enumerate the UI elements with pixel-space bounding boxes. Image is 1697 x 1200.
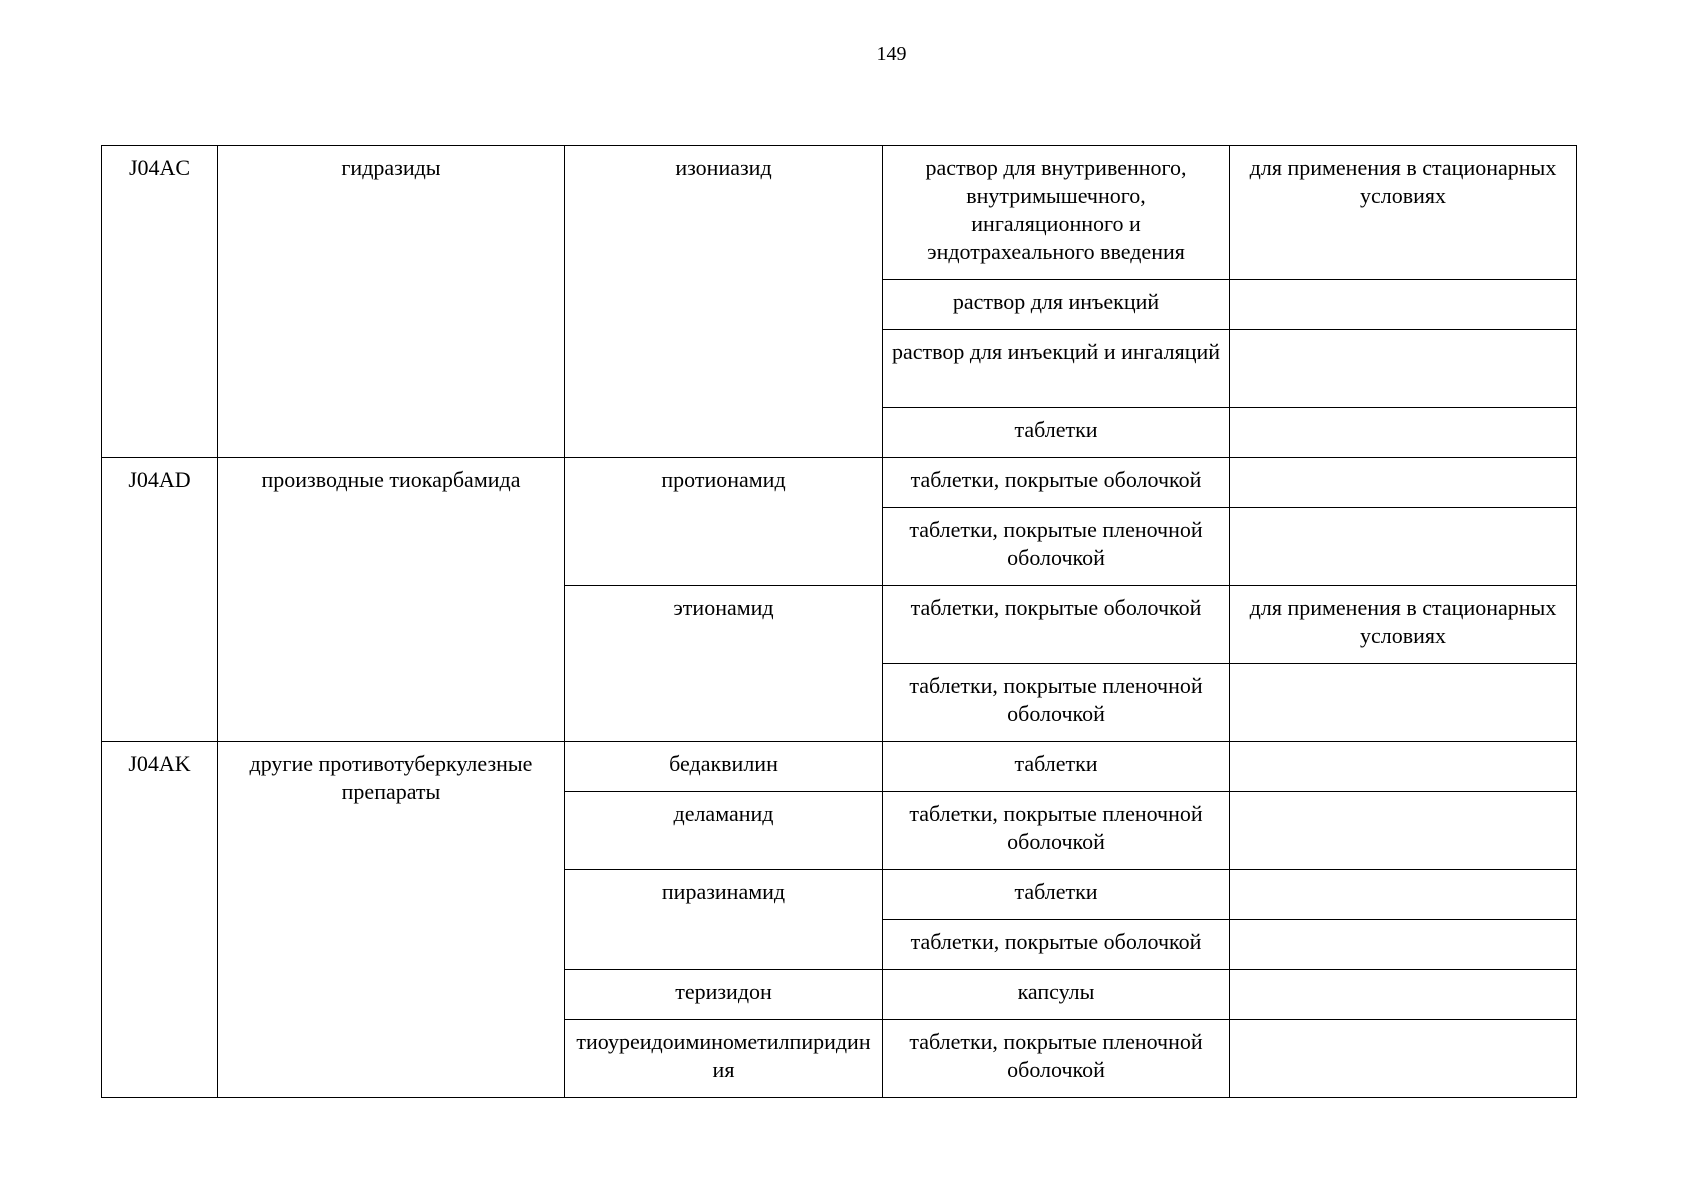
dosage-form-cell: таблетки, покрытые оболочкой — [883, 920, 1230, 970]
note-cell — [1230, 408, 1577, 458]
atc-code-cell: J04AK — [102, 742, 218, 1098]
dosage-form-cell: таблетки, покрытые оболочкой — [883, 458, 1230, 508]
drug-table — [101, 145, 1577, 1098]
drug-name-cell: этионамид — [565, 586, 883, 742]
dosage-form-cell: таблетки — [883, 742, 1230, 792]
drug-name-cell: бедаквилин — [565, 742, 883, 792]
drug-name-cell: деламанид — [565, 792, 883, 870]
dosage-form-cell: раствор для внутривенного, внутримышечного, ингаляционного и эндотрахеального введения — [883, 146, 1230, 280]
note-cell: для применения в стационарных условиях — [1230, 146, 1577, 280]
atc-code-cell: J04AC — [102, 146, 218, 458]
dosage-form-cell: таблетки, покрытые оболочкой — [883, 586, 1230, 664]
note-cell — [1230, 664, 1577, 742]
table-row — [102, 146, 1577, 280]
note-cell — [1230, 870, 1577, 920]
atc-group-cell: производные тиокарбамида — [218, 458, 565, 742]
drug-name-cell: изониазид — [565, 146, 883, 458]
note-cell — [1230, 330, 1577, 408]
dosage-form-cell: таблетки, покрытые пленочной оболочкой — [883, 664, 1230, 742]
page-number: 149 — [876, 43, 907, 65]
drug-name-cell: пиразинамид — [565, 870, 883, 970]
note-cell — [1230, 920, 1577, 970]
note-cell — [1230, 970, 1577, 1020]
dosage-form-cell: таблетки, покрытые пленочной оболочкой — [883, 792, 1230, 870]
note-cell — [1230, 792, 1577, 870]
drug-name-cell: протионамид — [565, 458, 883, 586]
note-cell — [1230, 458, 1577, 508]
dosage-form-cell: таблетки, покрытые пленочной оболочкой — [883, 508, 1230, 586]
dosage-form-cell: раствор для инъекций и ингаляций — [883, 330, 1230, 408]
atc-group-cell: гидразиды — [218, 146, 565, 458]
dosage-form-cell: таблетки — [883, 870, 1230, 920]
note-cell — [1230, 742, 1577, 792]
atc-group-cell: другие противотуберкулезные препараты — [218, 742, 565, 1098]
table-row — [102, 458, 1577, 508]
note-cell — [1230, 280, 1577, 330]
atc-code-cell: J04AD — [102, 458, 218, 742]
drug-name-cell: тиоуреидоиминометилпиридиния — [565, 1020, 883, 1098]
drug-name-cell: теризидон — [565, 970, 883, 1020]
note-cell: для применения в стационарных условиях — [1230, 586, 1577, 664]
note-cell — [1230, 508, 1577, 586]
dosage-form-cell: таблетки — [883, 408, 1230, 458]
dosage-form-cell: капсулы — [883, 970, 1230, 1020]
dosage-form-cell: таблетки, покрытые пленочной оболочкой — [883, 1020, 1230, 1098]
note-cell — [1230, 1020, 1577, 1098]
dosage-form-cell: раствор для инъекций — [883, 280, 1230, 330]
table-row — [102, 742, 1577, 792]
